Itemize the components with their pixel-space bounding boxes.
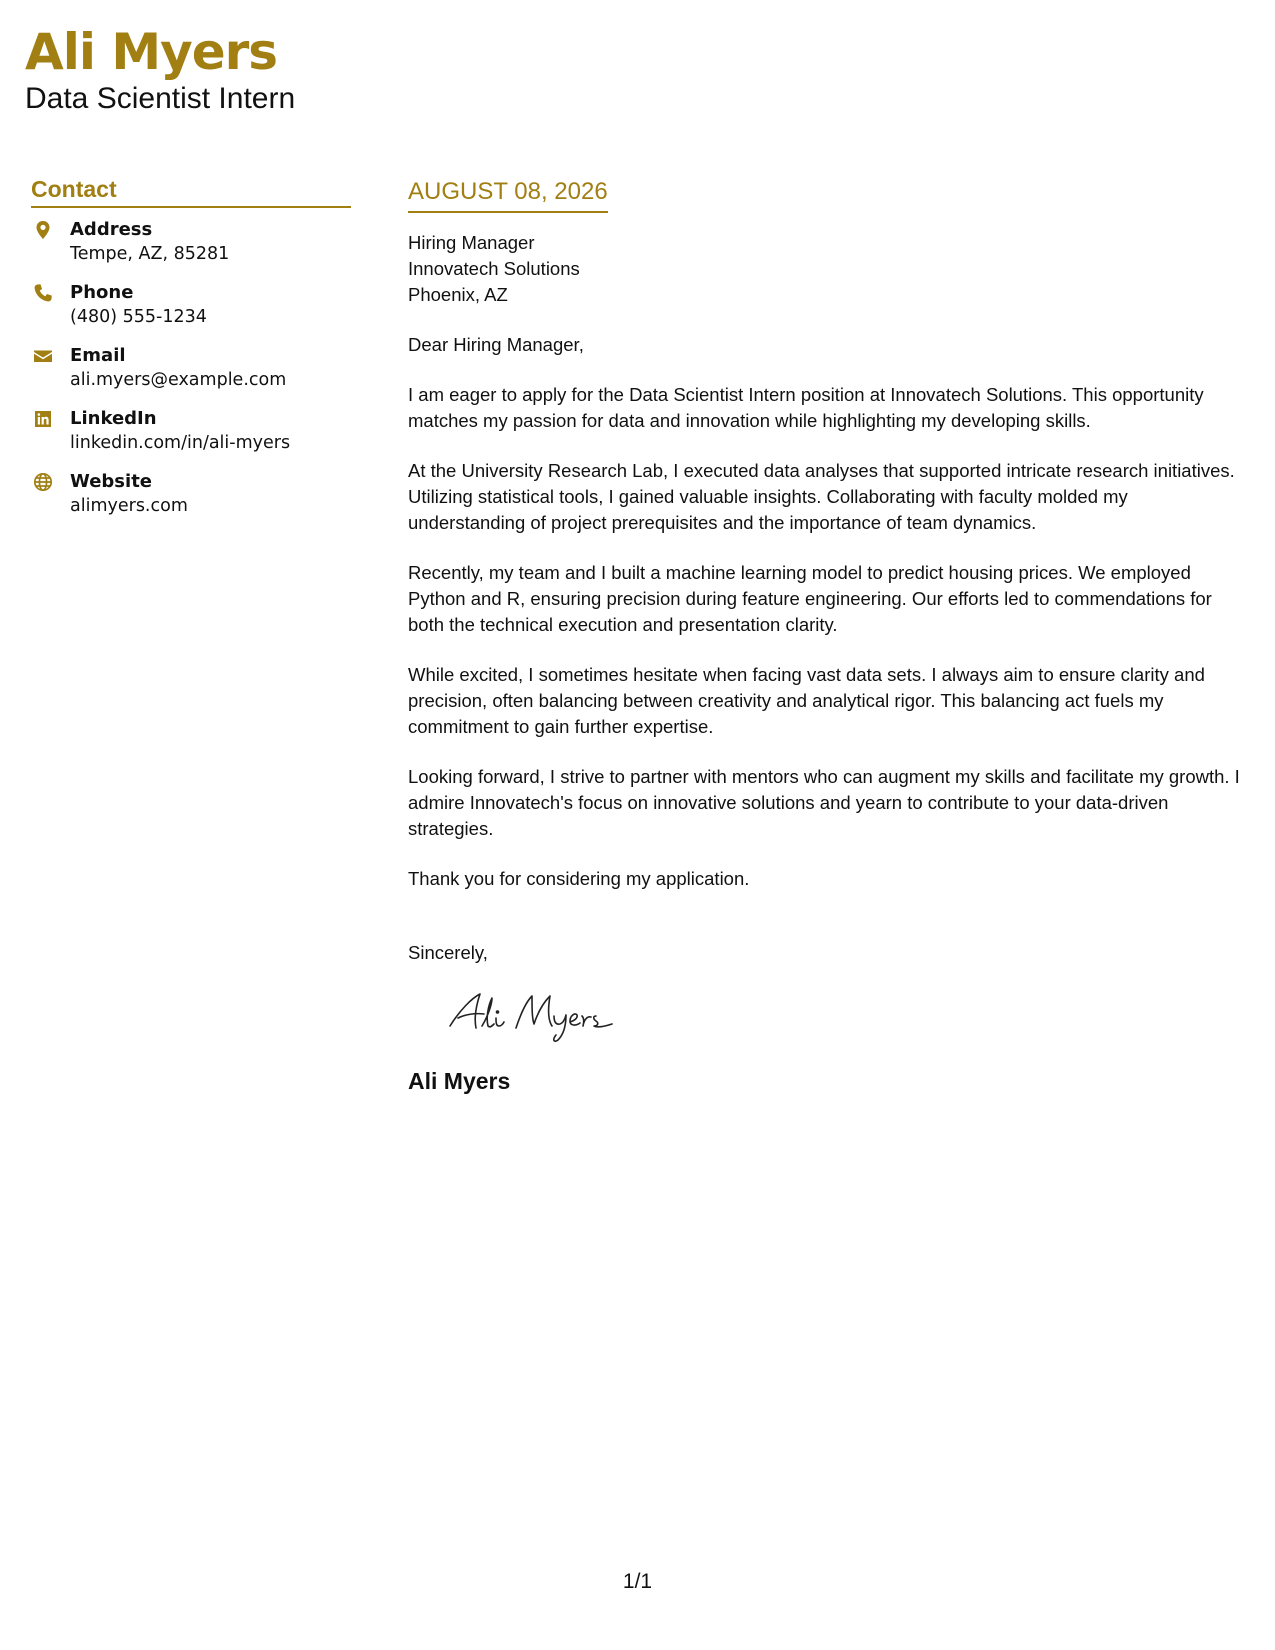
- contact-value: ali.myers@example.com: [70, 370, 287, 390]
- contact-item-website: [31, 470, 351, 533]
- contact-label: Email: [70, 345, 126, 366]
- letter-paragraph: Looking forward, I strive to partner with mentors who can augment my skills and facilitate my growth. I admire Innovatech's focus on innovative solutions and yearn to contribute to your data-driven strategies.: [408, 766, 1240, 839]
- closing: Sincerely,: [408, 942, 488, 963]
- recipient-line: Phoenix, AZ: [408, 284, 508, 305]
- contact-sidebar: [31, 174, 351, 533]
- contact-value: linkedin.com/in/ali-myers: [70, 433, 291, 453]
- applicant-name: Ali Myers: [25, 23, 278, 81]
- handwritten-signature: [446, 988, 636, 1046]
- contact-label: Address: [70, 219, 153, 240]
- salutation: Dear Hiring Manager,: [408, 334, 584, 355]
- page-number: 1/1: [622, 1570, 653, 1593]
- globe-icon: [33, 472, 53, 492]
- contact-value: Tempe, AZ, 85281: [70, 244, 230, 264]
- contact-item-email: [31, 344, 351, 407]
- recipient-line: Innovatech Solutions: [408, 258, 580, 279]
- phone-icon: [33, 283, 53, 303]
- signed-name: Ali Myers: [408, 1068, 511, 1094]
- letter-body: [408, 176, 1248, 1096]
- letter-paragraph: I am eager to apply for the Data Scientist Intern position at Innovatech Solutions. This opportunity matches my passion for data and innovation while highlighting my developing skills.: [408, 384, 1204, 431]
- recipient-block: [408, 230, 1248, 308]
- letter-paragraph: Recently, my team and I built a machine learning model to predict housing prices. We employed Python and R, ensuring precision during feature engineering. Our efforts led to commendations for both the technical execution and presentation clarity.: [408, 562, 1212, 635]
- contact-label: LinkedIn: [70, 408, 157, 429]
- contact-label: Website: [70, 471, 153, 492]
- envelope-icon: [33, 346, 53, 366]
- job-title: Data Scientist Intern: [25, 82, 296, 115]
- contact-item-linkedin: [31, 407, 351, 470]
- thank-you-line: Thank you for considering my application.: [408, 868, 750, 889]
- contact-section-title: Contact: [31, 174, 351, 208]
- letter-paragraph: While excited, I sometimes hesitate when facing vast data sets. I always aim to ensure clarity and precision, often balancing between creativity and analytical rigor. This balancing act fuels my commitment to gain further expertise.: [408, 664, 1205, 737]
- letter-date: AUGUST 08, 2026: [408, 176, 608, 213]
- recipient-line: Hiring Manager: [408, 232, 535, 253]
- contact-item-address: [31, 218, 351, 281]
- linkedin-icon: [33, 409, 53, 429]
- map-pin-icon: [33, 220, 53, 240]
- contact-value: alimyers.com: [70, 496, 188, 516]
- contact-list: [31, 218, 351, 533]
- letter-paragraph: At the University Research Lab, I executed data analyses that supported intricate research initiatives. Utilizing statistical tools, I gained valuable insights. Collaborating with faculty molded my understanding of project prerequisites and the importance of team dynamics.: [408, 460, 1235, 533]
- contact-label: Phone: [70, 282, 134, 303]
- contact-value: (480) 555-1234: [70, 307, 207, 327]
- contact-item-phone: [31, 281, 351, 344]
